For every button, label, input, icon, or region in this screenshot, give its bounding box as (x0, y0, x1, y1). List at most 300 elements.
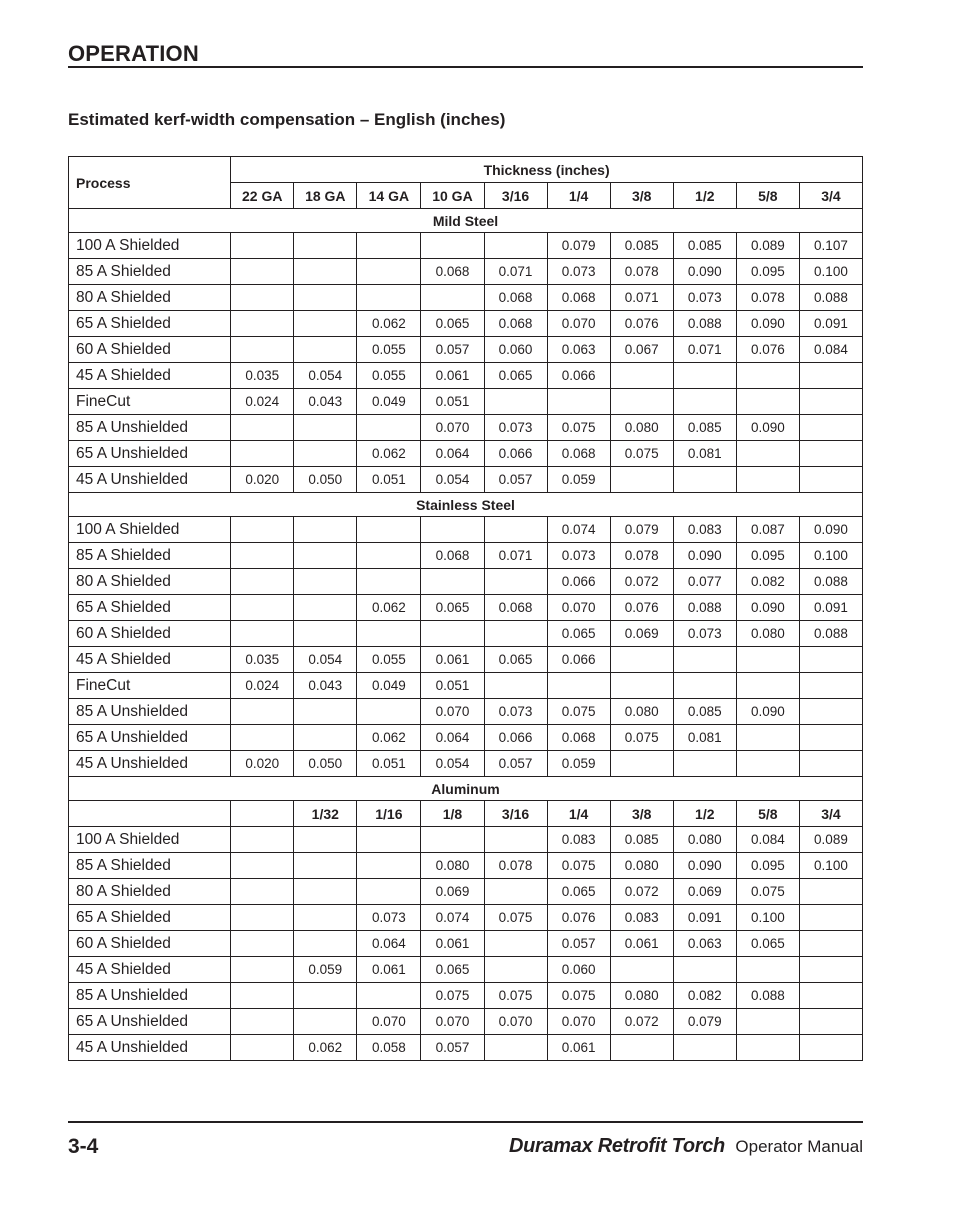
kerf-value-cell (736, 957, 799, 983)
kerf-value-cell: 0.024 (231, 673, 294, 699)
table-row (69, 673, 863, 699)
kerf-value-cell (357, 879, 421, 905)
table-row (69, 595, 863, 621)
kerf-value-cell (610, 1035, 673, 1061)
kerf-value-cell: 0.049 (357, 673, 421, 699)
subcolumn-header: 3/8 (610, 801, 673, 827)
table-row (69, 285, 863, 311)
kerf-value-cell: 0.054 (421, 467, 484, 493)
kerf-value-cell (231, 595, 294, 621)
kerf-value-cell: 0.064 (357, 931, 421, 957)
kerf-value-cell: 0.050 (294, 467, 357, 493)
kerf-value-cell (736, 751, 799, 777)
kerf-value-cell: 0.057 (547, 931, 610, 957)
kerf-value-cell (357, 853, 421, 879)
kerf-value-cell (294, 415, 357, 441)
kerf-value-cell (799, 363, 862, 389)
kerf-value-cell: 0.065 (547, 879, 610, 905)
kerf-value-cell (294, 983, 357, 1009)
kerf-value-cell: 0.070 (547, 311, 610, 337)
kerf-value-cell (231, 1035, 294, 1061)
kerf-value-cell: 0.075 (610, 441, 673, 467)
table-row (69, 311, 863, 337)
table-row (69, 853, 863, 879)
kerf-value-cell (610, 389, 673, 415)
kerf-value-cell (736, 389, 799, 415)
kerf-value-cell: 0.078 (610, 543, 673, 569)
kerf-value-cell (484, 517, 547, 543)
kerf-value-cell: 0.071 (610, 285, 673, 311)
kerf-value-cell: 0.070 (547, 1009, 610, 1035)
kerf-value-cell: 0.070 (421, 1009, 484, 1035)
kerf-value-cell (294, 1009, 357, 1035)
process-name: FineCut (69, 389, 231, 415)
kerf-value-cell: 0.057 (484, 467, 547, 493)
process-name: 60 A Shielded (69, 931, 231, 957)
material-section-header: Mild Steel (69, 209, 863, 233)
kerf-value-cell: 0.080 (610, 699, 673, 725)
kerf-value-cell (231, 699, 294, 725)
kerf-value-cell (673, 673, 736, 699)
kerf-value-cell (231, 621, 294, 647)
subcolumn-header: 1/16 (357, 801, 421, 827)
page-footer (68, 1121, 863, 1163)
kerf-value-cell: 0.035 (231, 647, 294, 673)
kerf-value-cell: 0.085 (610, 233, 673, 259)
kerf-value-cell (484, 389, 547, 415)
table-row (69, 957, 863, 983)
kerf-value-cell (294, 337, 357, 363)
kerf-value-cell: 0.090 (673, 259, 736, 285)
kerf-value-cell: 0.075 (421, 983, 484, 1009)
process-name: 45 A Unshielded (69, 1035, 231, 1061)
table-row (69, 441, 863, 467)
kerf-value-cell: 0.051 (357, 467, 421, 493)
kerf-value-cell: 0.049 (357, 389, 421, 415)
subcolumn-header (231, 801, 294, 827)
kerf-value-cell (673, 389, 736, 415)
kerf-value-cell: 0.085 (673, 699, 736, 725)
kerf-value-cell: 0.062 (357, 595, 421, 621)
kerf-value-cell (484, 673, 547, 699)
kerf-value-cell: 0.075 (484, 905, 547, 931)
kerf-value-cell (357, 621, 421, 647)
kerf-value-cell: 0.079 (673, 1009, 736, 1035)
kerf-value-cell: 0.069 (421, 879, 484, 905)
kerf-value-cell: 0.085 (610, 827, 673, 853)
kerf-value-cell (799, 725, 862, 751)
table-row (69, 751, 863, 777)
process-name: 65 A Unshielded (69, 1009, 231, 1035)
page-number: 3-4 (68, 1135, 99, 1158)
process-name: 45 A Shielded (69, 363, 231, 389)
kerf-value-cell (231, 415, 294, 441)
kerf-value-cell: 0.065 (421, 311, 484, 337)
process-name: 100 A Shielded (69, 233, 231, 259)
process-name: 60 A Shielded (69, 621, 231, 647)
kerf-value-cell (673, 957, 736, 983)
kerf-value-cell (231, 957, 294, 983)
kerf-value-cell (484, 569, 547, 595)
kerf-value-cell: 0.062 (294, 1035, 357, 1061)
table-row (69, 259, 863, 285)
process-name: 80 A Shielded (69, 285, 231, 311)
kerf-value-cell (799, 983, 862, 1009)
kerf-value-cell (484, 1035, 547, 1061)
kerf-value-cell: 0.055 (357, 647, 421, 673)
kerf-value-cell (799, 1009, 862, 1035)
subcolumn-header-row (69, 801, 863, 827)
table-row (69, 905, 863, 931)
kerf-value-cell: 0.057 (421, 337, 484, 363)
kerf-value-cell: 0.051 (421, 389, 484, 415)
kerf-value-cell (547, 389, 610, 415)
kerf-value-cell (231, 543, 294, 569)
kerf-value-cell: 0.068 (547, 441, 610, 467)
process-name: 45 A Unshielded (69, 467, 231, 493)
column-header: 5/8 (736, 183, 799, 209)
kerf-value-cell: 0.081 (673, 441, 736, 467)
kerf-value-cell: 0.080 (421, 853, 484, 879)
kerf-value-cell: 0.095 (736, 543, 799, 569)
kerf-value-cell (357, 233, 421, 259)
kerf-value-cell: 0.060 (547, 957, 610, 983)
kerf-value-cell: 0.088 (673, 595, 736, 621)
kerf-value-cell (294, 931, 357, 957)
kerf-value-cell: 0.100 (799, 259, 862, 285)
kerf-value-cell: 0.084 (799, 337, 862, 363)
kerf-value-cell: 0.079 (610, 517, 673, 543)
kerf-value-cell: 0.072 (610, 879, 673, 905)
kerf-value-cell (357, 259, 421, 285)
kerf-value-cell (484, 879, 547, 905)
process-name: 65 A Unshielded (69, 725, 231, 751)
kerf-value-cell: 0.065 (421, 957, 484, 983)
kerf-value-cell: 0.066 (484, 725, 547, 751)
kerf-value-cell (799, 467, 862, 493)
kerf-value-cell (231, 905, 294, 931)
kerf-value-cell (357, 517, 421, 543)
process-name: 85 A Unshielded (69, 983, 231, 1009)
kerf-value-cell (357, 827, 421, 853)
kerf-value-cell: 0.062 (357, 311, 421, 337)
kerf-value-cell: 0.050 (294, 751, 357, 777)
kerf-value-cell (736, 1035, 799, 1061)
kerf-value-cell (736, 1009, 799, 1035)
kerf-value-cell (294, 441, 357, 467)
kerf-value-cell (231, 931, 294, 957)
kerf-value-cell: 0.055 (357, 337, 421, 363)
kerf-value-cell: 0.068 (484, 285, 547, 311)
kerf-value-cell (673, 1035, 736, 1061)
thickness-header-row (69, 157, 863, 183)
process-name: 85 A Unshielded (69, 415, 231, 441)
process-name: 85 A Shielded (69, 259, 231, 285)
kerf-value-cell: 0.082 (736, 569, 799, 595)
kerf-value-cell (736, 725, 799, 751)
kerf-value-cell (799, 699, 862, 725)
kerf-table-body (69, 157, 863, 1061)
kerf-value-cell: 0.074 (421, 905, 484, 931)
kerf-value-cell: 0.075 (736, 879, 799, 905)
column-header: 3/16 (484, 183, 547, 209)
table-row (69, 983, 863, 1009)
material-section-header: Aluminum (69, 777, 863, 801)
kerf-value-cell: 0.078 (484, 853, 547, 879)
kerf-value-cell (231, 233, 294, 259)
kerf-value-cell: 0.054 (421, 751, 484, 777)
kerf-value-cell: 0.070 (484, 1009, 547, 1035)
kerf-value-cell: 0.072 (610, 569, 673, 595)
table-row (69, 467, 863, 493)
kerf-value-cell: 0.054 (294, 363, 357, 389)
process-name: 85 A Shielded (69, 853, 231, 879)
kerf-value-cell (231, 285, 294, 311)
kerf-value-cell (421, 569, 484, 595)
kerf-value-cell: 0.090 (736, 311, 799, 337)
kerf-value-cell: 0.068 (421, 259, 484, 285)
column-header: 1/4 (547, 183, 610, 209)
kerf-value-cell: 0.074 (547, 517, 610, 543)
kerf-value-cell: 0.051 (421, 673, 484, 699)
kerf-value-cell: 0.107 (799, 233, 862, 259)
kerf-value-cell (294, 827, 357, 853)
kerf-value-cell: 0.075 (547, 415, 610, 441)
kerf-value-cell (357, 983, 421, 1009)
kerf-value-cell (294, 905, 357, 931)
kerf-value-cell (294, 699, 357, 725)
kerf-value-cell (231, 517, 294, 543)
kerf-value-cell: 0.065 (484, 647, 547, 673)
kerf-value-cell (610, 957, 673, 983)
table-row (69, 699, 863, 725)
kerf-value-cell: 0.059 (294, 957, 357, 983)
kerf-value-cell (610, 467, 673, 493)
kerf-value-cell: 0.062 (357, 441, 421, 467)
process-name: 80 A Shielded (69, 879, 231, 905)
column-header: 18 GA (294, 183, 357, 209)
table-row (69, 725, 863, 751)
table-row (69, 569, 863, 595)
kerf-value-cell: 0.091 (799, 311, 862, 337)
kerf-value-cell: 0.073 (547, 543, 610, 569)
table-title: Estimated kerf-width compensation – English (inches) (68, 110, 506, 129)
kerf-value-cell: 0.082 (673, 983, 736, 1009)
kerf-value-cell (294, 725, 357, 751)
manual-type: Operator Manual (735, 1137, 863, 1156)
kerf-value-cell: 0.061 (421, 931, 484, 957)
kerf-value-cell (421, 517, 484, 543)
kerf-value-cell: 0.020 (231, 751, 294, 777)
kerf-value-cell (799, 905, 862, 931)
kerf-value-cell (231, 569, 294, 595)
kerf-value-cell (610, 673, 673, 699)
kerf-value-cell: 0.100 (799, 853, 862, 879)
kerf-value-cell (673, 647, 736, 673)
kerf-value-cell: 0.067 (610, 337, 673, 363)
table-row (69, 621, 863, 647)
process-column-header: Process (69, 157, 231, 209)
kerf-value-cell: 0.075 (547, 853, 610, 879)
kerf-value-cell: 0.061 (547, 1035, 610, 1061)
kerf-value-cell: 0.090 (673, 543, 736, 569)
kerf-value-cell: 0.061 (421, 647, 484, 673)
column-header: 3/4 (799, 183, 862, 209)
kerf-value-cell: 0.080 (610, 415, 673, 441)
kerf-value-cell (357, 543, 421, 569)
kerf-value-cell (357, 415, 421, 441)
kerf-value-cell (799, 1035, 862, 1061)
kerf-value-cell: 0.064 (421, 441, 484, 467)
process-name: 85 A Unshielded (69, 699, 231, 725)
kerf-value-cell: 0.084 (736, 827, 799, 853)
subcolumn-header: 3/16 (484, 801, 547, 827)
subcolumn-header: 1/8 (421, 801, 484, 827)
kerf-value-cell (799, 389, 862, 415)
kerf-value-cell: 0.080 (610, 853, 673, 879)
kerf-value-cell (231, 879, 294, 905)
kerf-value-cell (294, 285, 357, 311)
kerf-value-cell (799, 441, 862, 467)
kerf-value-cell: 0.057 (421, 1035, 484, 1061)
kerf-value-cell (799, 415, 862, 441)
process-name: 45 A Shielded (69, 647, 231, 673)
table-row (69, 931, 863, 957)
kerf-value-cell: 0.089 (799, 827, 862, 853)
kerf-value-cell: 0.043 (294, 673, 357, 699)
table-row (69, 363, 863, 389)
kerf-value-cell: 0.054 (294, 647, 357, 673)
kerf-value-cell (421, 233, 484, 259)
kerf-value-cell (673, 467, 736, 493)
process-name: FineCut (69, 673, 231, 699)
kerf-value-cell: 0.062 (357, 725, 421, 751)
table-row (69, 415, 863, 441)
kerf-value-cell: 0.073 (673, 285, 736, 311)
kerf-value-cell: 0.070 (421, 415, 484, 441)
process-name: 85 A Shielded (69, 543, 231, 569)
table-row (69, 1009, 863, 1035)
subcolumn-header: 1/32 (294, 801, 357, 827)
table-row (69, 233, 863, 259)
kerf-value-cell (357, 285, 421, 311)
kerf-value-cell (231, 311, 294, 337)
kerf-value-cell: 0.075 (484, 983, 547, 1009)
kerf-value-cell (231, 983, 294, 1009)
kerf-value-cell: 0.061 (421, 363, 484, 389)
kerf-value-cell: 0.068 (484, 595, 547, 621)
material-section-header: Stainless Steel (69, 493, 863, 517)
kerf-value-cell (421, 285, 484, 311)
process-name: 45 A Unshielded (69, 751, 231, 777)
kerf-value-cell: 0.088 (799, 569, 862, 595)
kerf-value-cell: 0.073 (547, 259, 610, 285)
kerf-value-cell: 0.061 (357, 957, 421, 983)
kerf-value-cell (421, 827, 484, 853)
kerf-value-cell: 0.076 (736, 337, 799, 363)
kerf-value-cell: 0.055 (357, 363, 421, 389)
subcolumn-header: 1/4 (547, 801, 610, 827)
kerf-value-cell: 0.065 (547, 621, 610, 647)
process-name: 65 A Shielded (69, 595, 231, 621)
kerf-value-cell: 0.100 (736, 905, 799, 931)
kerf-value-cell: 0.066 (547, 647, 610, 673)
table-row (69, 647, 863, 673)
process-name: 100 A Shielded (69, 827, 231, 853)
kerf-value-cell (294, 595, 357, 621)
kerf-value-cell: 0.068 (547, 725, 610, 751)
kerf-value-cell: 0.091 (799, 595, 862, 621)
table-row (69, 389, 863, 415)
process-name: 65 A Shielded (69, 311, 231, 337)
process-name: 65 A Shielded (69, 905, 231, 931)
kerf-value-cell: 0.073 (484, 415, 547, 441)
subcolumn-header: 3/4 (799, 801, 862, 827)
kerf-value-cell: 0.078 (610, 259, 673, 285)
kerf-value-cell: 0.085 (673, 233, 736, 259)
kerf-value-cell: 0.070 (547, 595, 610, 621)
kerf-value-cell: 0.076 (610, 311, 673, 337)
kerf-value-cell: 0.043 (294, 389, 357, 415)
kerf-value-cell (484, 957, 547, 983)
process-name: 45 A Shielded (69, 957, 231, 983)
footer-product-line (509, 1135, 863, 1158)
kerf-value-cell: 0.071 (673, 337, 736, 363)
table-row (69, 543, 863, 569)
kerf-value-cell (799, 931, 862, 957)
kerf-value-cell (673, 363, 736, 389)
column-header: 14 GA (357, 183, 421, 209)
kerf-value-cell (484, 827, 547, 853)
kerf-value-cell (294, 517, 357, 543)
kerf-value-cell: 0.076 (610, 595, 673, 621)
kerf-value-cell: 0.080 (610, 983, 673, 1009)
kerf-value-cell (231, 1009, 294, 1035)
section-header-row (69, 493, 863, 517)
column-header: 1/2 (673, 183, 736, 209)
kerf-value-cell: 0.051 (357, 751, 421, 777)
kerf-value-cell: 0.065 (421, 595, 484, 621)
kerf-value-cell (294, 879, 357, 905)
kerf-value-cell (421, 621, 484, 647)
kerf-value-cell: 0.069 (673, 879, 736, 905)
kerf-value-cell: 0.095 (736, 853, 799, 879)
table-row (69, 517, 863, 543)
kerf-value-cell (231, 441, 294, 467)
kerf-value-cell: 0.091 (673, 905, 736, 931)
table-row (69, 337, 863, 363)
kerf-value-cell: 0.057 (484, 751, 547, 777)
kerf-value-cell (231, 337, 294, 363)
kerf-value-cell (231, 725, 294, 751)
kerf-value-cell: 0.071 (484, 259, 547, 285)
kerf-value-cell (294, 233, 357, 259)
kerf-value-cell (736, 467, 799, 493)
kerf-value-cell (799, 673, 862, 699)
kerf-compensation-table (68, 156, 863, 1061)
kerf-value-cell (357, 569, 421, 595)
kerf-value-cell (799, 647, 862, 673)
kerf-value-cell: 0.073 (673, 621, 736, 647)
kerf-value-cell: 0.068 (421, 543, 484, 569)
subcolumn-header: 5/8 (736, 801, 799, 827)
kerf-value-cell (294, 853, 357, 879)
kerf-value-cell: 0.083 (610, 905, 673, 931)
subcolumn-process-blank (69, 801, 231, 827)
column-header: 3/8 (610, 183, 673, 209)
kerf-value-cell (484, 233, 547, 259)
page-header (68, 40, 863, 68)
